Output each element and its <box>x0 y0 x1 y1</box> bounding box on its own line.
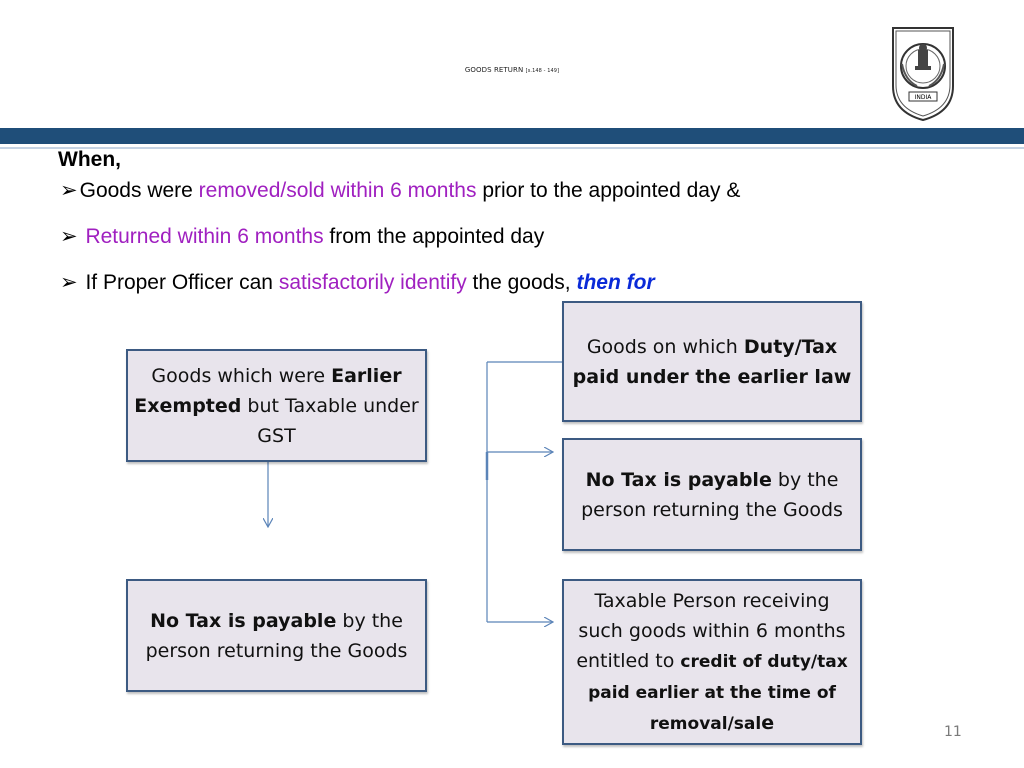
highlight-text: removed/sold within 6 months <box>198 179 477 202</box>
box-taxable-person: Taxable Person receiving such goods within 6 months entitled to credit of duty/tax paid earlier at the time of removal/sale <box>562 579 862 745</box>
bullet-2: ➢ Returned within 6 months from the appointed day <box>60 225 545 248</box>
emphasis-text: then for <box>576 271 655 294</box>
box-no-tax-right: No Tax is payable by the person returning the Goods <box>562 438 862 551</box>
title-main: GOODS RETURN <box>464 66 524 74</box>
highlight-text: Returned within 6 months <box>85 225 324 248</box>
arrow-bullet-icon: ➢ <box>60 225 78 248</box>
bullet-1: ➢Goods were removed/sold within 6 months prior to the appointed day & <box>60 179 741 202</box>
title-section: [s.148 - 149] <box>525 68 560 74</box>
when-heading: When, <box>58 148 121 171</box>
page-number: 11 <box>944 724 962 740</box>
box-earlier-exempted: Goods which were Earlier Exempted but Taxable under GST <box>126 349 427 462</box>
box-no-tax-left: No Tax is payable by the person returning the Goods <box>126 579 427 692</box>
emblem-text: INDIA <box>914 94 932 101</box>
box-duty-paid: Goods on which Duty/Tax paid under the earlier law <box>562 301 862 422</box>
arrow-bullet-icon: ➢ <box>60 179 78 202</box>
arrow-bullet-icon: ➢ <box>60 271 78 294</box>
bullet-3: ➢ If Proper Officer can satisfactorily identify the goods, then for <box>60 271 655 294</box>
highlight-text: satisfactorily identify <box>278 271 467 294</box>
